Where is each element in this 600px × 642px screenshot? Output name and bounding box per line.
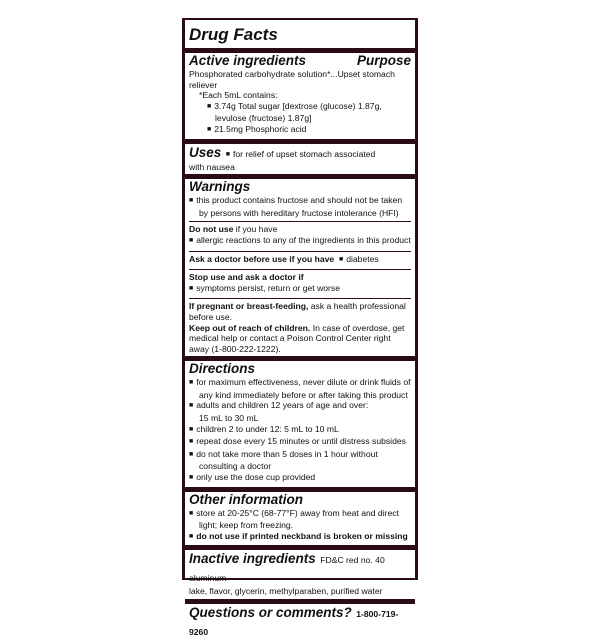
pregnant-heading: If pregnant or breast-feeding, <box>189 301 309 312</box>
total-sugar-item: ■ 3.74g Total sugar [dextrose (glucose) 1.87g, <box>189 101 411 114</box>
warnings-section <box>185 179 415 361</box>
do-not-use-heading: Do not use <box>189 224 234 235</box>
active-ingredients-section <box>185 53 415 144</box>
direction-item-5-cont: consulting a doctor <box>199 461 272 472</box>
ask-doctor-heading: Ask a doctor before use if you have <box>189 253 335 264</box>
drug-facts-panel <box>182 18 418 637</box>
inactive-ingredients-heading: Inactive ingredients <box>189 551 316 567</box>
direction-item-4: ■ repeat dose every 15 minutes or until distress subsides <box>189 436 411 449</box>
total-sugar-item-cont: levulose (fructose) 1.87g] <box>215 113 312 124</box>
poison-control-number: away (1-800-222-1222). <box>189 343 281 354</box>
uses-text-cont: with nausea <box>189 161 235 172</box>
neckband-item: ■ do not use if printed neckband is broken or missing <box>189 531 411 544</box>
direction-item-2-cont: 15 mL to 30 mL <box>199 413 259 424</box>
page-title: Drug Facts <box>189 25 278 44</box>
warnings-heading: Warnings <box>189 179 251 195</box>
direction-item-3: ■ children 2 to under 12: 5 mL to 10 mL <box>189 424 411 437</box>
do-not-use-suffix: if you have <box>235 224 278 235</box>
purpose-heading: Purpose <box>356 53 411 68</box>
direction-item-1: ■ for maximum effectiveness, never dilute or drink fluids of <box>189 377 411 390</box>
fructose-warning-cont: by persons with hereditary fructose intolerance (HFI) <box>199 207 399 218</box>
direction-item-1-cont: any kind immediately before or after taking this product <box>199 389 408 400</box>
direction-item-2: ■ adults and children 12 years of age and over: <box>189 400 411 413</box>
pregnant-text-cont: before use. <box>189 311 232 322</box>
directions-heading: Directions <box>189 361 256 377</box>
uses-text: ■ for relief of upset stomach associated <box>226 149 376 159</box>
uses-heading: Uses <box>189 144 222 160</box>
direction-item-5: ■ do not take more than 5 doses in 1 hour without <box>189 449 411 462</box>
directions-section <box>185 361 415 491</box>
symptoms-item: ■ symptoms persist, return or get worse <box>189 283 411 296</box>
uses-section <box>185 144 415 180</box>
active-ingredients-heading: Active ingredients <box>189 53 307 68</box>
fructose-warning: ■ this product contains fructose and should not be taken <box>189 195 411 208</box>
questions-heading: Questions or comments? <box>189 605 352 620</box>
other-information-heading: Other information <box>189 491 303 507</box>
direction-item-6: ■ only use the dose cup provided <box>189 472 411 485</box>
keep-out-text: In case of overdose, get <box>312 322 405 333</box>
keep-out-text-cont: medical help or contact a Poison Control Center right <box>189 333 391 344</box>
stop-use-heading: Stop use and ask a doctor if <box>189 269 411 283</box>
questions-section <box>185 604 415 642</box>
active-ingredient-line: Phosphorated carbohydrate solution*...Upset stomach reliever <box>189 69 395 90</box>
allergic-item: ■ allergic reactions to any of the ingredients in this product <box>189 235 411 248</box>
each-5ml-label: *Each 5mL contains: <box>199 90 278 101</box>
inactive-ingredients-section <box>185 550 415 604</box>
inactive-ingredients-text-cont: lake, flavor, glycerin, methylparaben, purified water <box>189 586 383 597</box>
questions-phone: 1-800-719-9260 <box>189 609 399 637</box>
phosphoric-acid-item: ■ 21.5mg Phosphoric acid <box>189 124 411 137</box>
storage-item-cont: light; keep from freezing. <box>199 520 294 531</box>
other-information-section <box>185 492 415 551</box>
storage-item: ■ store at 20-25°C (68-77°F) away from heat and direct <box>189 508 411 521</box>
title-section <box>185 20 415 53</box>
keep-out-heading: Keep out of reach of children. <box>189 322 311 333</box>
pregnant-text: ask a health professional <box>310 301 406 312</box>
diabetes-item: ■ diabetes <box>339 254 379 264</box>
inactive-ingredients-text: FD&C red no. 40 aluminum <box>189 555 385 584</box>
